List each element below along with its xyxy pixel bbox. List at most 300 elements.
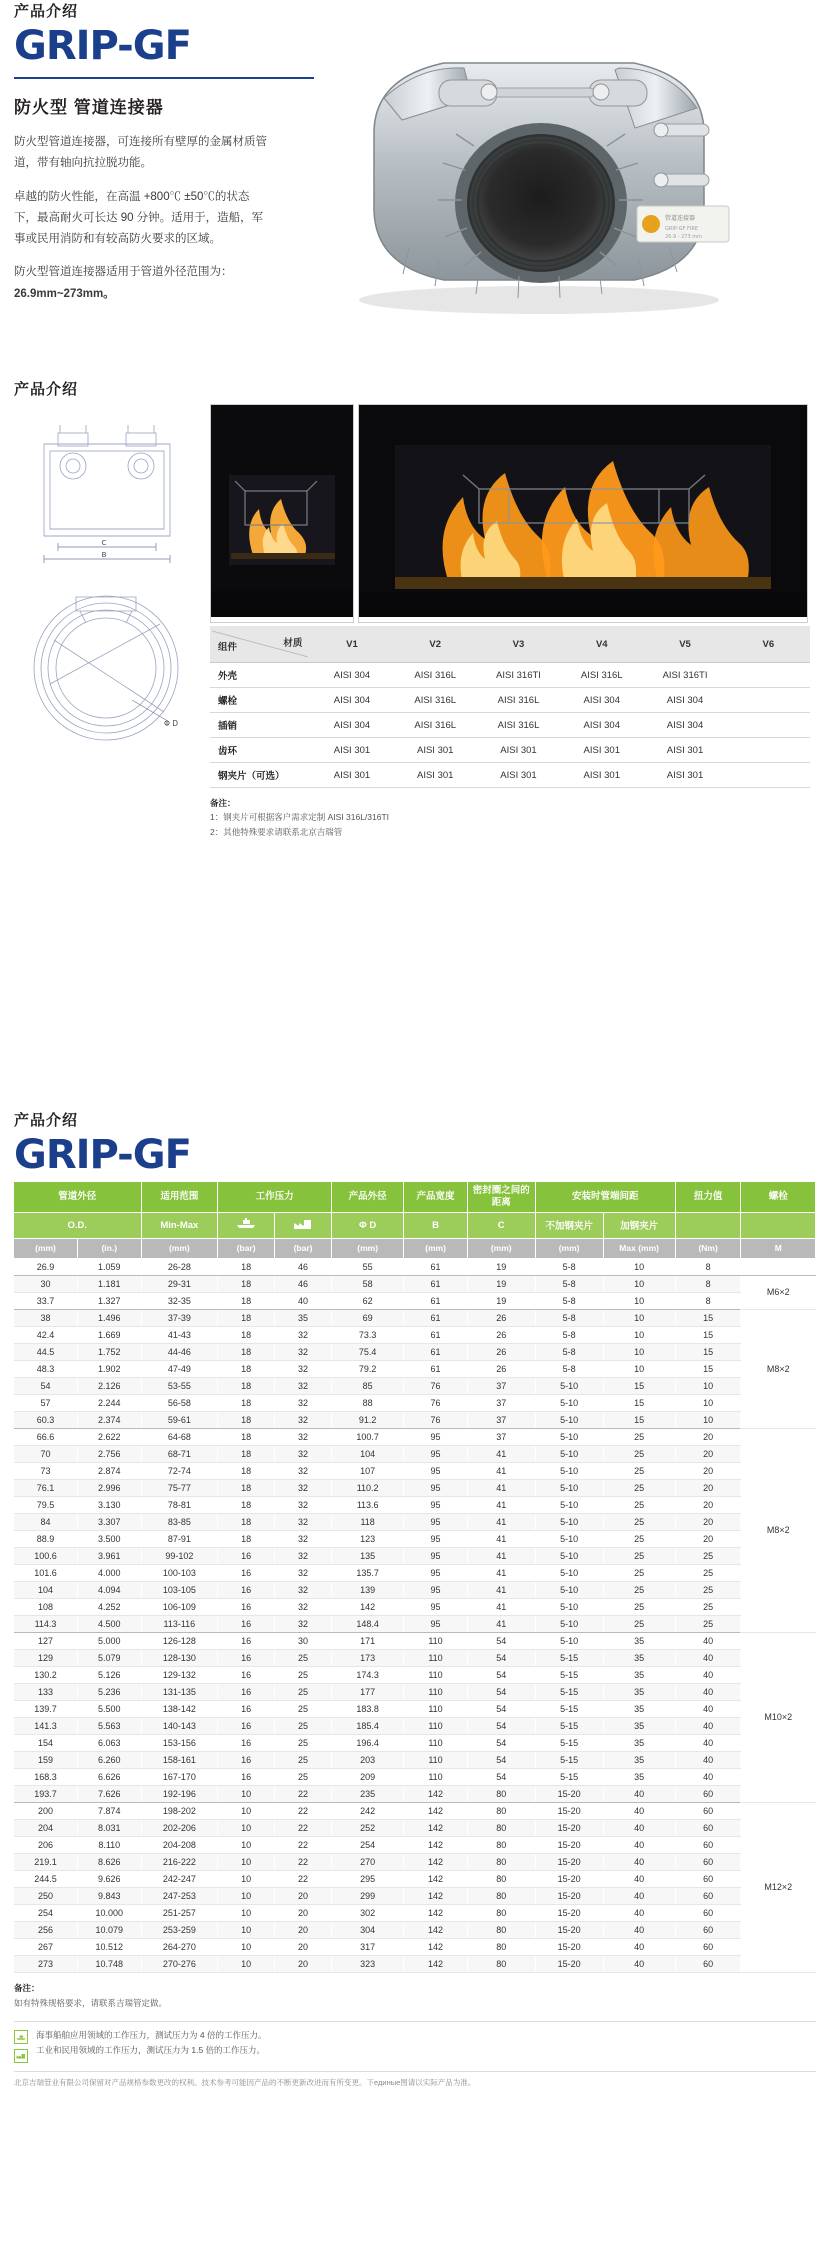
spec-cell-seal-distance: 41	[467, 1513, 535, 1530]
spec-cell-range: 242-247	[141, 1870, 218, 1887]
spec-cell-pressure-industrial: 32	[275, 1377, 332, 1394]
table-row	[14, 1870, 816, 1887]
spec-cell-torque: 20	[675, 1428, 741, 1445]
spec-cell-torque: 60	[675, 1836, 741, 1853]
spec-cell-pressure-industrial: 25	[275, 1666, 332, 1683]
spec-cell-seal-distance: 80	[467, 1921, 535, 1938]
material-cell: AISI 304	[643, 688, 726, 713]
material-table	[210, 626, 810, 788]
material-table-corner-header	[210, 626, 310, 663]
spec-cell-width: 142	[404, 1955, 468, 1972]
dim-label-c: C	[101, 539, 107, 547]
spec-cell-gap-no-grip: 15-20	[535, 1938, 603, 1955]
spec-cell-gap-no-grip: 15-20	[535, 1870, 603, 1887]
spec-cell-outer-dia: 174.3	[332, 1666, 404, 1683]
spec-cell-seal-distance: 80	[467, 1819, 535, 1836]
spec-cell-seal-distance: 37	[467, 1411, 535, 1428]
spec-sub-minmax: Min-Max	[141, 1212, 218, 1238]
spec-cell-gap-grip: 25	[603, 1598, 675, 1615]
spec-cell-od-in: 5.000	[78, 1632, 142, 1649]
spec-cell-gap-grip: 40	[603, 1836, 675, 1853]
spec-unit-mm3: (mm)	[332, 1238, 404, 1258]
spec-group-width: 产品宽度	[404, 1182, 468, 1212]
spec-cell-gap-no-grip: 15-20	[535, 1836, 603, 1853]
spec-cell-gap-grip: 40	[603, 1938, 675, 1955]
spec-cell-outer-dia: 196.4	[332, 1734, 404, 1751]
material-table-body	[210, 663, 810, 788]
spec-cell-width: 142	[404, 1921, 468, 1938]
spec-cell-torque: 15	[675, 1326, 741, 1343]
spec-cell-outer-dia: 252	[332, 1819, 404, 1836]
spec-cell-range: 26-28	[141, 1258, 218, 1275]
spec-cell-gap-grip: 40	[603, 1853, 675, 1870]
spec-cell-width: 95	[404, 1428, 468, 1445]
spec-cell-gap-no-grip: 5-15	[535, 1717, 603, 1734]
table-row	[14, 1479, 816, 1496]
spec-cell-width: 61	[404, 1343, 468, 1360]
material-cell: AISI 301	[310, 763, 393, 788]
spec-cell-pressure-marine: 18	[218, 1513, 275, 1530]
spec-cell-pressure-industrial: 25	[275, 1649, 332, 1666]
spec-cell-range: 129-132	[141, 1666, 218, 1683]
spec-cell-torque: 20	[675, 1479, 741, 1496]
spec-cell-outer-dia: 123	[332, 1530, 404, 1547]
spec-cell-range: 53-55	[141, 1377, 218, 1394]
spec-cell-range: 126-128	[141, 1632, 218, 1649]
spec-cell-od-mm: 30	[14, 1275, 78, 1292]
spec-cell-outer-dia: 173	[332, 1649, 404, 1666]
spec-cell-outer-dia: 235	[332, 1785, 404, 1802]
spec-cell-torque: 25	[675, 1615, 741, 1632]
table-row	[14, 1785, 816, 1802]
spec-cell-gap-grip: 25	[603, 1513, 675, 1530]
spec-cell-od-in: 1.669	[78, 1326, 142, 1343]
spec-sub-press-icon-2	[275, 1212, 332, 1238]
spec-cell-seal-distance: 54	[467, 1751, 535, 1768]
spec-cell-width: 110	[404, 1700, 468, 1717]
spec-cell-pressure-marine: 10	[218, 1802, 275, 1819]
spec-cell-od-mm: 114.3	[14, 1615, 78, 1632]
spec-cell-pressure-industrial: 32	[275, 1462, 332, 1479]
spec-cell-torque: 25	[675, 1581, 741, 1598]
spec-cell-od-in: 3.961	[78, 1547, 142, 1564]
spec-cell-width: 95	[404, 1598, 468, 1615]
spec-cell-seal-distance: 80	[467, 1887, 535, 1904]
spec-cell-seal-distance: 41	[467, 1496, 535, 1513]
spec-cell-od-in: 7.626	[78, 1785, 142, 1802]
spec-cell-pressure-industrial: 32	[275, 1581, 332, 1598]
spec-cell-outer-dia: 242	[332, 1802, 404, 1819]
spec-cell-od-mm: 54	[14, 1377, 78, 1394]
material-cell: AISI 316L	[560, 663, 643, 688]
spec-cell-seal-distance: 54	[467, 1717, 535, 1734]
dim-label-phi-d: Φ D	[164, 719, 179, 728]
spec-cell-seal-distance: 80	[467, 1955, 535, 1972]
spec-cell-od-in: 1.327	[78, 1292, 142, 1309]
spec-cell-od-in: 7.874	[78, 1802, 142, 1819]
spec-cell-range: 251-257	[141, 1904, 218, 1921]
spec-cell-outer-dia: 110.2	[332, 1479, 404, 1496]
spec-cell-od-in: 1.059	[78, 1258, 142, 1275]
spec-cell-od-mm: 76.1	[14, 1479, 78, 1496]
spec-cell-seal-distance: 54	[467, 1700, 535, 1717]
spec-cell-torque: 40	[675, 1666, 741, 1683]
spec-cell-range: 140-143	[141, 1717, 218, 1734]
spec-unit-in: (in.)	[78, 1238, 142, 1258]
spec-cell-seal-distance: 37	[467, 1428, 535, 1445]
table-row	[14, 1258, 816, 1275]
spec-cell-seal-distance: 54	[467, 1734, 535, 1751]
material-cell: AISI 316L	[394, 663, 477, 688]
material-cell: AISI 304	[643, 713, 726, 738]
spec-cell-pressure-marine: 10	[218, 1853, 275, 1870]
spec-cell-range: 253-259	[141, 1921, 218, 1938]
spec-cell-gap-grip: 10	[603, 1258, 675, 1275]
spec-cell-od-mm: 273	[14, 1955, 78, 1972]
material-cell: AISI 301	[477, 763, 560, 788]
spec-cell-bolt: M8×2	[741, 1309, 816, 1428]
spec-cell-torque: 15	[675, 1360, 741, 1377]
note-line-2: 2：其他特殊要求请联系北京吉瑞管	[210, 826, 343, 837]
spec-cell-od-mm: 193.7	[14, 1785, 78, 1802]
spec-cell-gap-no-grip: 5-8	[535, 1258, 603, 1275]
table-row	[14, 1292, 816, 1309]
spec-group-seal-distance: 密封圈之间的距离	[467, 1182, 535, 1212]
spec-cell-width: 142	[404, 1870, 468, 1887]
spec-cell-seal-distance: 37	[467, 1394, 535, 1411]
spec-cell-gap-no-grip: 5-8	[535, 1326, 603, 1343]
spec-cell-gap-no-grip: 5-8	[535, 1292, 603, 1309]
spec-cell-od-mm: 60.3	[14, 1411, 78, 1428]
table-row	[14, 1802, 816, 1819]
spec-cell-pressure-marine: 18	[218, 1530, 275, 1547]
spec-cell-width: 142	[404, 1836, 468, 1853]
spec-cell-gap-no-grip: 15-20	[535, 1802, 603, 1819]
spec-group-torque: 扭力值	[675, 1182, 741, 1212]
spec-cell-gap-grip: 25	[603, 1615, 675, 1632]
spec-cell-gap-no-grip: 5-10	[535, 1581, 603, 1598]
dim-label-b: B	[101, 551, 107, 559]
spec-cell-width: 95	[404, 1479, 468, 1496]
table-row	[14, 1411, 816, 1428]
spec-cell-od-in: 9.843	[78, 1887, 142, 1904]
spec-cell-range: 64-68	[141, 1428, 218, 1445]
spec-cell-torque: 60	[675, 1921, 741, 1938]
spec-cell-width: 110	[404, 1734, 468, 1751]
spec-cell-torque: 40	[675, 1768, 741, 1785]
spec-cell-od-in: 4.000	[78, 1564, 142, 1581]
material-table-header-row	[210, 626, 810, 663]
spec-cell-outer-dia: 183.8	[332, 1700, 404, 1717]
spec-cell-pressure-marine: 18	[218, 1309, 275, 1326]
spec-cell-outer-dia: 79.2	[332, 1360, 404, 1377]
spec-cell-od-in: 2.996	[78, 1479, 142, 1496]
spec-cell-od-mm: 48.3	[14, 1360, 78, 1377]
spec-cell-pressure-marine: 16	[218, 1547, 275, 1564]
section-label-2: 产品介绍	[14, 381, 79, 398]
spec-cell-range: 247-253	[141, 1887, 218, 1904]
brand-title: GRIP-GF	[14, 23, 191, 69]
spec-cell-pressure-marine: 16	[218, 1649, 275, 1666]
spec-cell-pressure-marine: 10	[218, 1819, 275, 1836]
spec-cell-torque: 60	[675, 1819, 741, 1836]
spec-cell-od-mm: 256	[14, 1921, 78, 1938]
product-photo-illustration	[289, 28, 809, 328]
spec-cell-torque: 40	[675, 1700, 741, 1717]
spec-cell-width: 95	[404, 1564, 468, 1581]
spec-cell-seal-distance: 41	[467, 1547, 535, 1564]
spec-cell-range: 37-39	[141, 1309, 218, 1326]
spec-cell-gap-no-grip: 5-10	[535, 1462, 603, 1479]
material-row-label: 钢夹片（可选）	[210, 763, 310, 788]
spec-cell-pressure-industrial: 22	[275, 1853, 332, 1870]
spec-cell-torque: 10	[675, 1411, 741, 1428]
spec-cell-pressure-marine: 18	[218, 1462, 275, 1479]
spec-cell-outer-dia: 299	[332, 1887, 404, 1904]
spec-cell-pressure-industrial: 25	[275, 1768, 332, 1785]
spec-cell-pressure-industrial: 20	[275, 1887, 332, 1904]
spec-cell-pressure-industrial: 22	[275, 1785, 332, 1802]
spec-cell-gap-no-grip: 5-8	[535, 1309, 603, 1326]
spec-cell-outer-dia: 91.2	[332, 1411, 404, 1428]
spec-cell-pressure-industrial: 20	[275, 1955, 332, 1972]
spec-cell-pressure-industrial: 25	[275, 1683, 332, 1700]
spec-cell-seal-distance: 80	[467, 1836, 535, 1853]
spec-cell-od-in: 8.626	[78, 1853, 142, 1870]
spec-cell-pressure-industrial: 22	[275, 1819, 332, 1836]
specification-table-head	[14, 1182, 816, 1258]
spec-cell-gap-grip: 35	[603, 1751, 675, 1768]
spec-cell-range: 131-135	[141, 1683, 218, 1700]
spec-cell-gap-no-grip: 15-20	[535, 1819, 603, 1836]
footer-note-text: 如有特殊规格要求，请联系吉瑞管定做。	[14, 1997, 168, 2008]
spec-cell-range: 72-74	[141, 1462, 218, 1479]
spec-cell-outer-dia: 323	[332, 1955, 404, 1972]
table-row	[14, 1445, 816, 1462]
spec-cell-od-mm: 200	[14, 1802, 78, 1819]
spec-cell-range: 78-81	[141, 1496, 218, 1513]
spec-cell-od-mm: 88.9	[14, 1530, 78, 1547]
spec-cell-outer-dia: 58	[332, 1275, 404, 1292]
table-row	[14, 1751, 816, 1768]
fire-test-photo-2	[358, 404, 808, 623]
footer-rule-lines	[36, 2028, 266, 2058]
spec-cell-width: 142	[404, 1819, 468, 1836]
spec-cell-gap-no-grip: 5-10	[535, 1496, 603, 1513]
spec-cell-gap-grip: 15	[603, 1377, 675, 1394]
section-label-1: 产品介绍	[14, 3, 79, 20]
spec-cell-seal-distance: 80	[467, 1785, 535, 1802]
spec-cell-od-mm: 154	[14, 1734, 78, 1751]
intro-paragraph-1: 防火型管道连接器，可连接所有壁厚的金属材质管道，带有轴向抗拉脱功能。	[14, 136, 267, 170]
spec-cell-gap-grip: 25	[603, 1445, 675, 1462]
table-row	[210, 688, 810, 713]
spec-cell-gap-no-grip: 5-10	[535, 1547, 603, 1564]
material-header-material: 材质	[283, 638, 303, 649]
spec-header-row-groups	[14, 1182, 816, 1212]
spec-cell-gap-grip: 25	[603, 1564, 675, 1581]
spec-unit-maxmm: Max (mm)	[603, 1238, 675, 1258]
spec-cell-od-mm: 42.4	[14, 1326, 78, 1343]
spec-cell-od-in: 6.063	[78, 1734, 142, 1751]
spec-cell-pressure-industrial: 32	[275, 1615, 332, 1632]
material-cell: AISI 316L	[477, 688, 560, 713]
spec-cell-range: 87-91	[141, 1530, 218, 1547]
spec-unit-m: M	[741, 1238, 816, 1258]
spec-cell-od-in: 10.512	[78, 1938, 142, 1955]
spec-unit-mm6: (mm)	[535, 1238, 603, 1258]
spec-cell-od-in: 6.260	[78, 1751, 142, 1768]
spec-cell-width: 76	[404, 1411, 468, 1428]
table-row	[14, 1921, 816, 1938]
drawings-and-test-section	[14, 378, 816, 1091]
spec-cell-gap-no-grip: 5-15	[535, 1649, 603, 1666]
spec-cell-gap-grip: 35	[603, 1683, 675, 1700]
spec-group-pipe-gap: 安装时管端间距	[535, 1182, 675, 1212]
spec-cell-pressure-industrial: 25	[275, 1751, 332, 1768]
spec-cell-gap-no-grip: 5-10	[535, 1615, 603, 1632]
spec-cell-range: 264-270	[141, 1938, 218, 1955]
spec-cell-outer-dia: 107	[332, 1462, 404, 1479]
spec-cell-pressure-marine: 18	[218, 1258, 275, 1275]
spec-cell-gap-grip: 35	[603, 1717, 675, 1734]
intro-section	[14, 0, 816, 360]
svg-text:管道连接器: 管道连接器	[665, 215, 696, 222]
spec-cell-od-mm: 26.9	[14, 1258, 78, 1275]
spec-cell-od-in: 1.902	[78, 1360, 142, 1377]
footer-rule-industrial: 工业和民用领域的工作压力，测试压力为 1.5 倍的工作压力。	[36, 2044, 266, 2055]
spec-cell-od-mm: 250	[14, 1887, 78, 1904]
spec-cell-pressure-marine: 18	[218, 1360, 275, 1377]
spec-cell-pressure-industrial: 46	[275, 1258, 332, 1275]
spec-cell-pressure-industrial: 32	[275, 1496, 332, 1513]
spec-cell-torque: 25	[675, 1598, 741, 1615]
spec-cell-seal-distance: 54	[467, 1649, 535, 1666]
table-row	[14, 1853, 816, 1870]
spec-cell-gap-no-grip: 15-20	[535, 1921, 603, 1938]
material-cell	[727, 688, 810, 713]
spec-cell-torque: 25	[675, 1547, 741, 1564]
spec-cell-width: 110	[404, 1751, 468, 1768]
spec-cell-pressure-industrial: 32	[275, 1547, 332, 1564]
spec-unit-bar2: (bar)	[275, 1238, 332, 1258]
section-label-3: 产品介绍	[14, 1112, 79, 1129]
spec-cell-gap-grip: 40	[603, 1819, 675, 1836]
ship-icon	[14, 2030, 28, 2044]
spec-cell-pressure-marine: 16	[218, 1666, 275, 1683]
spec-cell-outer-dia: 317	[332, 1938, 404, 1955]
spec-cell-seal-distance: 41	[467, 1598, 535, 1615]
spec-cell-pressure-industrial: 30	[275, 1632, 332, 1649]
spec-cell-range: 167-170	[141, 1768, 218, 1785]
material-cell: AISI 301	[477, 738, 560, 763]
spec-cell-od-mm: 204	[14, 1819, 78, 1836]
spec-cell-od-mm: 44.5	[14, 1343, 78, 1360]
spec-cell-pressure-industrial: 32	[275, 1530, 332, 1547]
spec-cell-bolt: M10×2	[741, 1632, 816, 1802]
spec-cell-width: 95	[404, 1445, 468, 1462]
spec-sub-od: O.D.	[14, 1212, 141, 1238]
spec-cell-gap-grip: 35	[603, 1632, 675, 1649]
material-row-label: 插销	[210, 713, 310, 738]
spec-cell-od-in: 5.563	[78, 1717, 142, 1734]
spec-cell-seal-distance: 41	[467, 1462, 535, 1479]
intro-paragraph-3	[14, 262, 272, 305]
spec-cell-bolt: M12×2	[741, 1802, 816, 1972]
spec-cell-width: 110	[404, 1717, 468, 1734]
spec-cell-od-in: 10.079	[78, 1921, 142, 1938]
spec-cell-torque: 8	[675, 1292, 741, 1309]
spec-cell-pressure-marine: 10	[218, 1887, 275, 1904]
spec-cell-seal-distance: 37	[467, 1377, 535, 1394]
fire-test-photos	[210, 404, 808, 623]
spec-cell-seal-distance: 19	[467, 1292, 535, 1309]
table-row	[14, 1649, 816, 1666]
spec-cell-gap-grip: 25	[603, 1428, 675, 1445]
svg-text:26.9 - 273 mm: 26.9 - 273 mm	[665, 234, 702, 240]
table-row	[14, 1581, 816, 1598]
spec-cell-torque: 60	[675, 1870, 741, 1887]
spec-cell-gap-no-grip: 5-10	[535, 1564, 603, 1581]
material-row-label: 外壳	[210, 663, 310, 688]
material-cell: AISI 316TI	[643, 663, 726, 688]
spec-cell-od-in: 6.626	[78, 1768, 142, 1785]
spec-cell-bolt	[741, 1258, 816, 1275]
spec-cell-od-in: 4.094	[78, 1581, 142, 1598]
spec-cell-od-mm: 38	[14, 1309, 78, 1326]
spec-cell-od-in: 3.130	[78, 1496, 142, 1513]
spec-cell-range: 47-49	[141, 1360, 218, 1377]
spec-cell-seal-distance: 54	[467, 1683, 535, 1700]
spec-cell-pressure-marine: 16	[218, 1615, 275, 1632]
spec-cell-pressure-industrial: 32	[275, 1598, 332, 1615]
material-table-block	[210, 626, 810, 839]
spec-cell-seal-distance: 41	[467, 1530, 535, 1547]
spec-cell-gap-grip: 10	[603, 1360, 675, 1377]
spec-cell-outer-dia: 177	[332, 1683, 404, 1700]
spec-cell-pressure-industrial: 20	[275, 1938, 332, 1955]
spec-cell-torque: 60	[675, 1955, 741, 1972]
spec-cell-range: 192-196	[141, 1785, 218, 1802]
spec-group-outer-dia: 产品外径	[332, 1182, 404, 1212]
spec-cell-gap-no-grip: 5-15	[535, 1700, 603, 1717]
spec-cell-gap-no-grip: 15-20	[535, 1785, 603, 1802]
spec-cell-gap-grip: 35	[603, 1768, 675, 1785]
spec-cell-od-in: 2.874	[78, 1462, 142, 1479]
spec-cell-od-mm: 101.6	[14, 1564, 78, 1581]
spec-cell-outer-dia: 135.7	[332, 1564, 404, 1581]
spec-cell-pressure-marine: 18	[218, 1411, 275, 1428]
spec-cell-torque: 20	[675, 1462, 741, 1479]
spec-cell-pressure-marine: 18	[218, 1428, 275, 1445]
spec-cell-torque: 8	[675, 1258, 741, 1275]
spec-cell-gap-grip: 25	[603, 1479, 675, 1496]
material-cell	[727, 763, 810, 788]
spec-cell-gap-grip: 40	[603, 1921, 675, 1938]
spec-cell-torque: 60	[675, 1887, 741, 1904]
intro-range-value: 26.9mm~273mm。	[14, 287, 115, 300]
specification-table	[14, 1182, 816, 1973]
spec-cell-torque: 15	[675, 1343, 741, 1360]
spec-cell-width: 110	[404, 1666, 468, 1683]
spec-cell-gap-grip: 35	[603, 1649, 675, 1666]
spec-cell-torque: 40	[675, 1751, 741, 1768]
spec-cell-od-mm: 244.5	[14, 1870, 78, 1887]
spec-sub-phid: Φ D	[332, 1212, 404, 1238]
spec-cell-pressure-marine: 16	[218, 1700, 275, 1717]
spec-cell-pressure-industrial: 25	[275, 1717, 332, 1734]
footer-rule-marine: 海事船舶应用领域的工作压力，测试压力为 4 倍的工作压力。	[36, 2030, 267, 2041]
